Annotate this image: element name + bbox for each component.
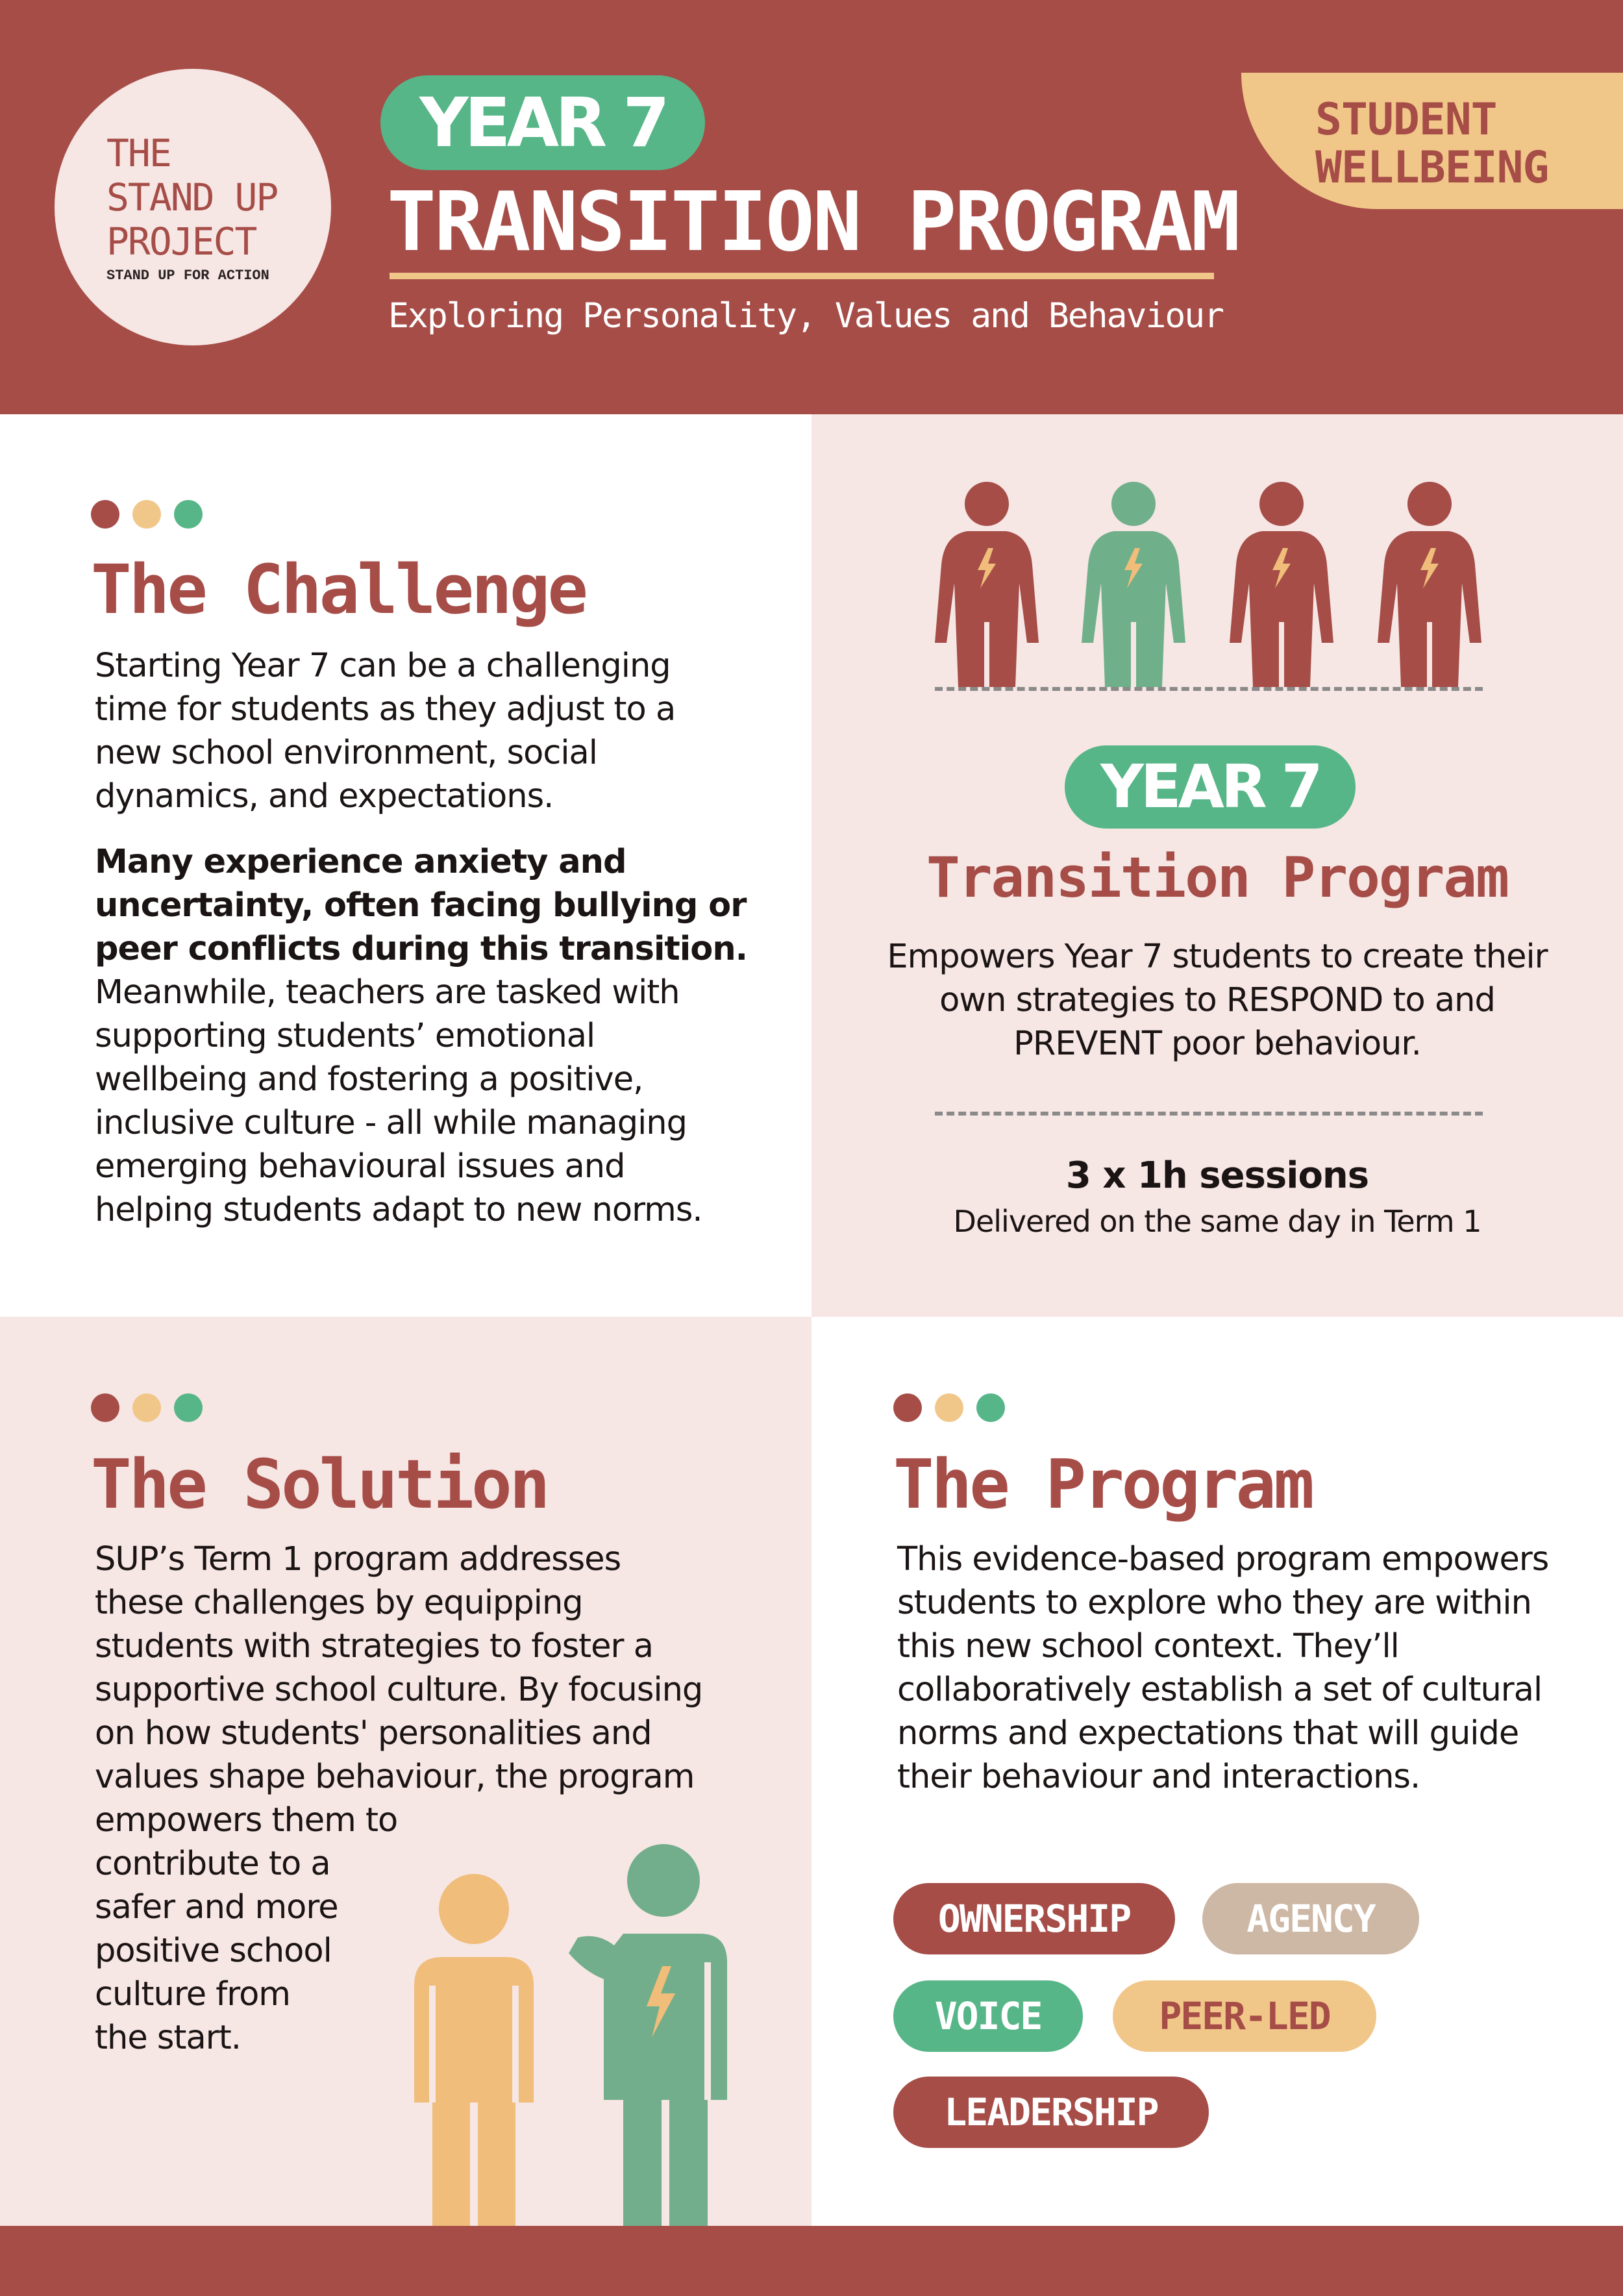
dot-yellow bbox=[935, 1393, 963, 1422]
dot-red bbox=[893, 1393, 922, 1422]
challenge-emphasis: Many experience anxiety and uncertainty, often facing bullying or peer conflicts during this transition. bbox=[95, 843, 748, 968]
yellow-figure-head bbox=[439, 1874, 509, 1944]
year-7-badge: YEAR 7 bbox=[380, 75, 705, 170]
wellbeing-line-2: WELLBEING bbox=[1315, 142, 1549, 193]
student-figure-head bbox=[1407, 482, 1452, 526]
solution-line: culture from bbox=[95, 1975, 290, 2014]
student-figure-head bbox=[965, 482, 1009, 526]
dot-yellow bbox=[132, 1393, 161, 1422]
solution-line: supportive school culture. By focusing bbox=[95, 1671, 703, 1709]
solution-line: these challenges by equipping bbox=[95, 1584, 583, 1622]
student-figure bbox=[1230, 482, 1333, 687]
solution-line: positive school bbox=[95, 1932, 332, 1970]
challenge-heading: The Challenge bbox=[91, 550, 586, 629]
dot-green bbox=[174, 1393, 203, 1422]
solution-line: contribute to a bbox=[95, 1845, 330, 1883]
green-figure-body bbox=[569, 1934, 727, 2226]
page-subtitle: Exploring Personality, Values and Behaviour bbox=[388, 296, 1224, 336]
title-underline bbox=[390, 273, 1214, 279]
student-figure bbox=[1378, 482, 1481, 687]
dot-red bbox=[91, 500, 119, 529]
challenge-paragraph-2 bbox=[95, 840, 750, 1232]
solution-line: empowers them to bbox=[95, 1801, 398, 1840]
student-figure-head bbox=[1111, 482, 1156, 526]
tag-agency: AGENCY bbox=[1202, 1883, 1419, 1954]
sessions-note: Delivered on the same day in Term 1 bbox=[953, 1204, 1481, 1239]
logo-line-2: STAND UP bbox=[106, 175, 278, 219]
dot-yellow bbox=[132, 500, 161, 529]
dot-green bbox=[976, 1393, 1005, 1422]
tag-voice: VOICE bbox=[893, 1980, 1083, 2052]
program-card-description: Empowers Year 7 students to create their own strategies to RESPOND to and PREVENT poor behaviour. bbox=[887, 938, 1548, 1063]
challenge-paragraph-2-rest: Meanwhile, teachers are tasked with supporting students’ emotional wellbeing and fostering a positive, inclusive culture - all while managing emerging behavioural issues and helping students adapt to new norms. bbox=[95, 973, 702, 1229]
solution-line: the start. bbox=[95, 2019, 241, 2057]
challenge-dots bbox=[91, 500, 203, 529]
program-card-divider bbox=[935, 1112, 1483, 1116]
figures-baseline bbox=[935, 687, 1483, 691]
program-heading: The Program bbox=[893, 1445, 1312, 1524]
student-figure bbox=[1082, 482, 1185, 687]
program-card-title: Transition Program bbox=[926, 845, 1508, 910]
challenge-paragraph-1: Starting Year 7 can be a challenging time for students as they adjust to a new school environment, social dynamics, and expectations. bbox=[95, 647, 676, 816]
dot-red bbox=[91, 1393, 119, 1422]
logo-line-3: PROJECT bbox=[106, 219, 256, 264]
tag-peer-led: PEER-LED bbox=[1113, 1980, 1376, 2052]
program-paragraph: This evidence-based program empowers students to explore who they are within this new school context. They’ll collaboratively establish a set of cultural norms and expectations that will guide their behaviour and interactions. bbox=[897, 1540, 1549, 1796]
student-figure-head bbox=[1259, 482, 1304, 526]
student-figure bbox=[935, 482, 1039, 687]
logo-wordmark bbox=[106, 131, 277, 264]
stand-up-project-logo bbox=[55, 69, 331, 345]
page-title: TRANSITION PROGRAM bbox=[387, 174, 1239, 269]
solution-line: students with strategies to foster a bbox=[95, 1627, 653, 1666]
program-year-badge: YEAR 7 bbox=[1065, 745, 1356, 829]
green-figure-head bbox=[627, 1844, 700, 1917]
sessions-count: 3 x 1h sessions bbox=[1065, 1154, 1369, 1197]
dot-green bbox=[174, 500, 203, 529]
solution-line: values shape behaviour, the program bbox=[95, 1758, 695, 1796]
tag-leadership: LEADERSHIP bbox=[893, 2077, 1209, 2148]
footer-bar bbox=[0, 2226, 1623, 2296]
logo-line-1: THE bbox=[106, 131, 171, 175]
wellbeing-line-1: STUDENT bbox=[1315, 94, 1497, 145]
solution-line: safer and more bbox=[95, 1888, 338, 1927]
solution-dots bbox=[91, 1393, 203, 1422]
program-dots bbox=[893, 1393, 1005, 1422]
logo-tagline: STAND UP FOR ACTION bbox=[106, 268, 269, 284]
solution-line: on how students' personalities and bbox=[95, 1714, 652, 1753]
tag-ownership: OWNERSHIP bbox=[893, 1883, 1175, 1954]
solution-line: SUP’s Term 1 program addresses bbox=[95, 1540, 621, 1578]
peer-support-illustration bbox=[383, 1823, 773, 2226]
solution-heading: The Solution bbox=[91, 1445, 548, 1524]
student-wellbeing-label bbox=[1315, 96, 1548, 192]
